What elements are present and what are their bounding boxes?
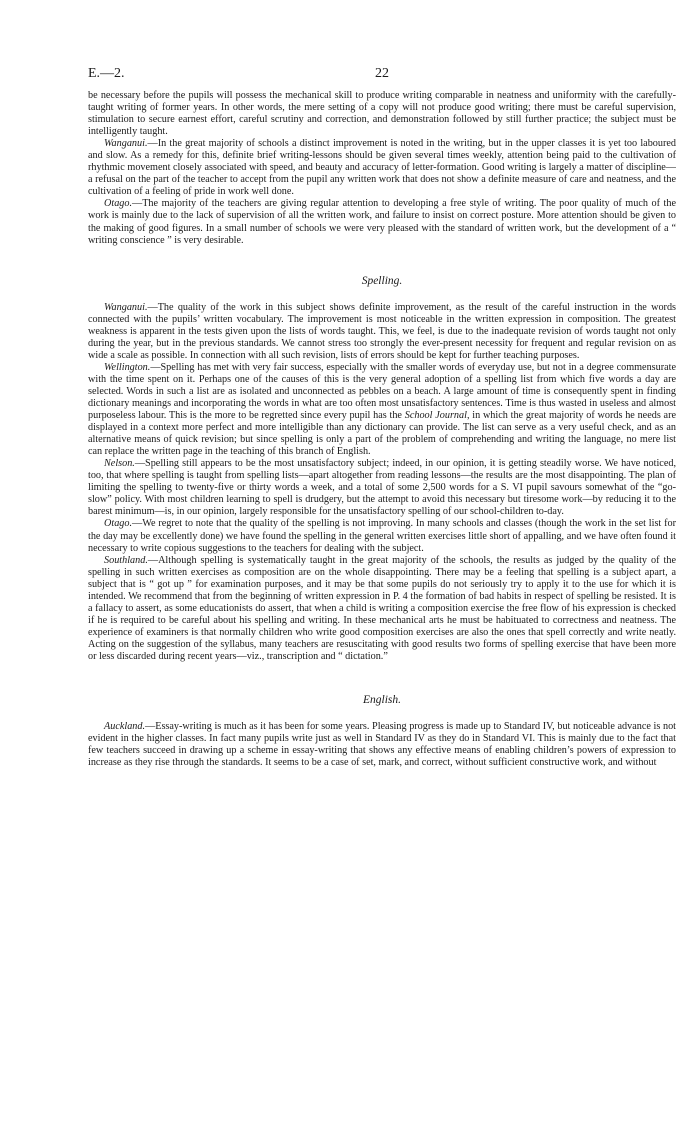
paragraph-text: , in which the great majority of words he needs are displayed in a context more perfect and more intelligible than any dictionary can provide. The list can serve as a very useful check, and as an alternative means of quick revision; but since spelling is only a part of the problem of comprehending and writing the language, no mere list can replace the written page in the teaching of this branch of English. <box>88 410 676 458</box>
paragraph-text: —Spelling has met with very fair success, especially with the smaller words of everyday use, but not in a degree commensurate with the time spent on it. Perhaps one of the causes of this is the very general adoption of a spelling list from which five words a day are selected. Words in such a list are as isolated and unconnected as pebbles on a beach. A large amount of time is consequently spent in finding dictionary meanings and incorporating the words in what are too often most unsatisfactory sentences. Time is thus wasted in useless and almost purposeless labour. This is the more to be regretted since every pupil has the <box>88 361 676 422</box>
region-label: Wellington. <box>104 361 151 373</box>
writing-intro-paragraph: be necessary before the pupils will possess the mechanical skill to produce writing comparable in neatness and uniformity with the carefully-taught writing of former years. In other words, the mere setting of a copy will not produce good writing; there must be careful supervision, stimulation to secure earnest effort, careful scrutiny and correction, and demonstration followed by still further practice; the subject must be intelligently taught. <box>88 90 676 138</box>
writing-otago-paragraph <box>88 198 676 246</box>
writing-wanganui-paragraph <box>88 138 676 198</box>
spelling-otago-paragraph <box>88 518 676 554</box>
region-label: Nelson. <box>104 458 135 470</box>
paragraph-text: —In the great majority of schools a distinct improvement is noted in the writing, but in the upper classes it is yet too laboured and slow. As a remedy for this, definite brief writing-lessons should be given several times weekly, attention being paid to the cultivation of rhythmic movement closely associated with speed, and beauty and accuracy of letter-formation. Good writing is largely a matter of discipline—a refusal on the part of the teacher to accept from the pupil any written work that does not show a definite measure of care and neatness, and the cultivation of a feeling of pride in work well done. <box>88 138 676 198</box>
region-label: Otago. <box>104 518 133 530</box>
region-label: Wanganui. <box>104 138 148 150</box>
publication-title: School Journal <box>404 410 467 422</box>
document-reference: E.—2. <box>88 66 125 81</box>
paragraph-text: —The majority of the teachers are giving regular attention to developing a free style of writing. The poor quality of much of the work is mainly due to the lack of supervision of all the written work, and failure to insist on correct posture. More attention should be given to the making of good figures. In a small number of schools we were very pleased with the standard of written work, but the development of a “ writing conscience ” is very desirable. <box>88 198 676 246</box>
region-label: Wanganui. <box>104 301 148 313</box>
spelling-southland-paragraph <box>88 555 676 663</box>
spelling-heading: Spelling. <box>361 274 403 287</box>
document-page <box>88 66 676 769</box>
spelling-nelson-paragraph <box>88 458 676 518</box>
english-auckland-paragraph <box>88 721 676 769</box>
paragraph-text: —Essay-writing is much as it has been for some years. Pleasing progress is made up to Standard IV, but noticeable advance is not evident in the higher classes. In fact many pupils write just as well in Standard IV as they do in Standard VI. This is mainly due to the fact that few teachers succeed in drawing up a scheme in essay-writing that shows any effective means of enabling children’s powers of expression to increase as they rise through the standards. It seems to be a case of set, mark, and correct, without sufficient constructive work, and without <box>88 721 676 769</box>
region-label: Otago. <box>104 198 133 210</box>
page-number: 22 <box>375 66 389 81</box>
paragraph-text: —We regret to note that the quality of the spelling is not improving. In many schools and classes (though the work in the set list for the day may be excellently done) we have found the spelling in the general written exercises little short of appalling, and we have often found it necessary to write copious suggestions to the teachers for dealing with the subject. <box>88 518 676 554</box>
paragraph-text: —Spelling still appears to be the most unsatisfactory subject; indeed, in our opinion, it is getting steadily worse. We have noticed, too, that where spelling is taught from spelling lists—apart altogether from reading lessons—the results are the most disappointing. The plan of limiting the spelling to twenty-five or thirty words a week, and a total of some 2,500 words for a S. VI pupil savours somewhat of the “go-slow” policy. With most children learning to spell is drudgery, but the attempt to avoid this necessary but tiresome work—by reducing it to the barest minimum—is, in our opinion, largely responsible for the unsatisfactory spelling of our school-children to-day. <box>88 458 676 518</box>
english-heading: English. <box>362 694 401 707</box>
spelling-wanganui-paragraph <box>88 302 676 362</box>
region-label: Auckland. <box>104 721 146 733</box>
page-header <box>88 66 676 90</box>
paragraph-text: —Although spelling is systematically taught in the great majority of the schools, the results as judged by the quality of the spelling in such written exercises as composition are on the whole disappointing. There may be a feeling that spelling is a subject apart, a subject that is “ got up ” for examination purposes, and it may be that some pupils do not seriously try to apply it to the use for which it is intended. We recommend that from the beginning of written expression in P. 4 the formation of bad habits in respect of spelling be resisted. It is a fallacy to assert, as some educationists do assert, that when a child is writing a composition exercise the free flow of his expression is checked if he is required to be careful about his spelling and writing. In these mechanical arts he must be habituated to correctness and neatness. The experience of examiners is that normally children who write good composition exercises are also the ones that spell correctly and write neatly. Acting on the suggestion of the syllabus, many teachers are resuscitating with good results two forms of spelling exercise that have been more or less discarded during recent years—viz., transcription and “ dictation.” <box>88 554 676 662</box>
region-label: Southland. <box>104 554 148 566</box>
spelling-wellington-paragraph <box>88 362 676 458</box>
paragraph-text: —The quality of the work in this subject shows definite improvement, as the result of the careful instruction in the words connected with the pupils’ written vocabulary. The improvement is most noticeable in the written expression in composition. The greatest weakness is apparent in the tests given upon the lists of words taught. This, we feel, is due to the inadequate revision of words taught not only during the year, but in the previous standards. We cannot stress too strongly the ever-present necessity for frequent and regular revision on as wide a scale as possible. In connection with all such revision, lists of errors should be kept for further teaching purposes. <box>88 301 676 361</box>
